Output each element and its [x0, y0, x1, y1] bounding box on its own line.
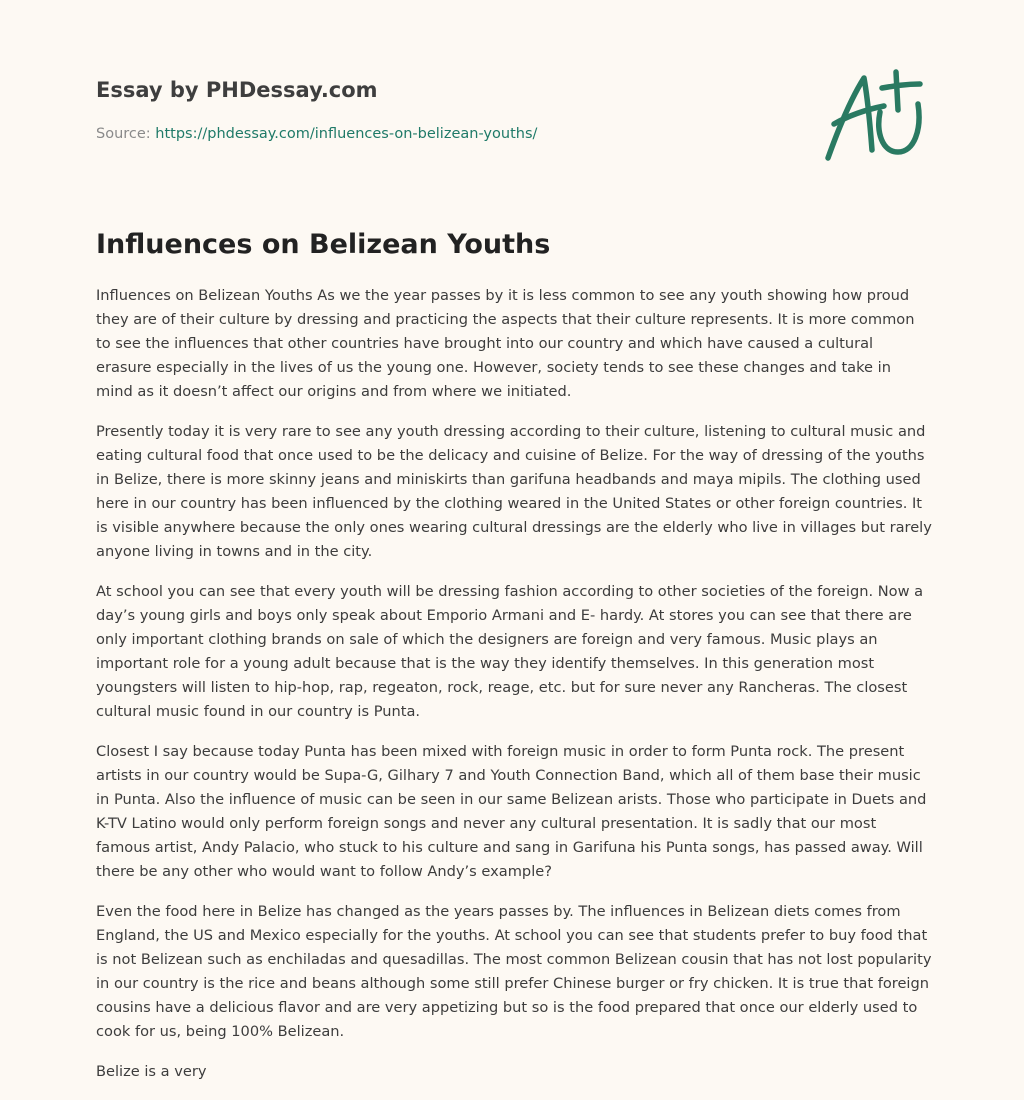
essay-paragraph-truncated: Belize is a very [96, 1063, 207, 1080]
a-plus-grade-icon [820, 66, 930, 166]
essay-paragraph: Influences on Belizean Youths As we the year passes by it is less common to see any youth showing how proud they are of their culture by dressing and practicing the aspects that their culture represents. It is more common to see the influences that other countries have brought into our country and which have caused a cultural erasure especially in the lives of us the young one. However, society tends to see these changes and take in mind as it doesn’t affect our origins and from where we initiated. [96, 287, 915, 400]
essay-paragraph: At school you can see that every youth will be dressing fashion according to other societies of the foreign. Now a day’s young girls and boys only speak about Emporio Armani and E- hardy. At stores you can see that there are only important clothing brands on sale of which the designers are foreign and very famous. Music plays an important role for a young adult because that is the way they identify themselves. In this generation most youngsters will listen to hip-hop, rap, regeaton, rock, reage, etc. but for sure never any Rancheras. The closest cultural music found in our country is Punta. [96, 583, 924, 720]
essay-paragraph: Presently today it is very rare to see any youth dressing according to their culture, listening to cultural music and eating cultural food that once used to be the delicacy and cuisine of Belize. For the way of dressing of the youths in Belize, there is more skinny jeans and miniskirts than garifuna headbands and maya mipils. The clothing used here in our country has been influenced by the clothing weared in the United States or other foreign countries. It is visible anywhere because the only ones wearing cultural dressings are the elderly who live in villages but rarely anyone living in towns and in the city. [96, 423, 932, 560]
source-link[interactable]: https://phdessay.com/influences-on-belizean-youths/ [155, 126, 538, 142]
essay-title: Influences on Belizean Youths [96, 229, 551, 260]
essay-body [96, 284, 932, 1100]
essay-paragraph: Even the food here in Belize has changed as the years passes by. The influences in Belizean diets comes from England, the US and Mexico especially for the youths. At school you can see that students prefer to buy food that is not Belizean such as enchiladas and quesadillas. The most common Belizean cousin that has not lost popularity in our country is the rice and beans although some still prefer Chinese burger or fry chicken. It is true that foreign cousins have a delicious flavor and are very appetizing but so is the food prepared that once our elderly used to cook for us, being 100% Belizean. [96, 903, 932, 1040]
source-label: Source: [96, 126, 151, 142]
source-line [96, 124, 796, 144]
brand-title: Essay by PHDessay.com [96, 78, 378, 102]
essay-header [96, 76, 796, 144]
essay-paragraph: Closest I say because today Punta has been mixed with foreign music in order to form Punta rock. The present artists in our country would be Supa-G, Gilhary 7 and Youth Connection Band, which all of them base their music in Punta. Also the influence of music can be seen in our same Belizean arists. Those who participate in Duets and K-TV Latino would only perform foreign songs and never any cultural presentation. It is sadly that our most famous artist, Andy Palacio, who stuck to his culture and sang in Garifuna his Punta songs, has passed away. Will there be any other who would want to follow Andy’s example? [96, 743, 927, 880]
